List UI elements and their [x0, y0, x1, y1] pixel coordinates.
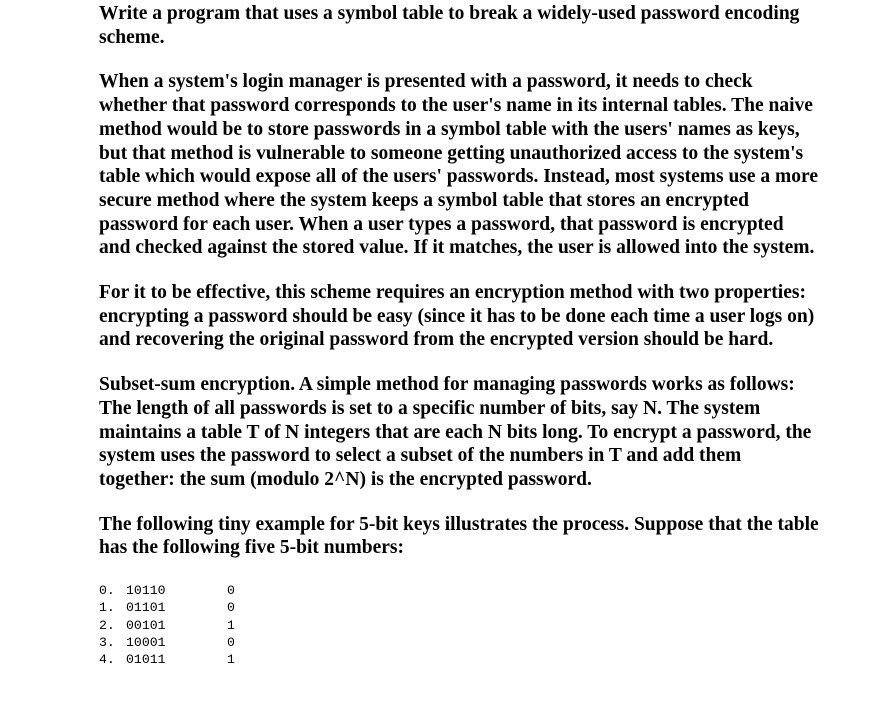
row-flag: 1: [227, 617, 235, 633]
table-row: [99, 582, 819, 599]
problem-statement: Write a program that uses a symbol table to break a widely-used password encoding scheme.: [99, 3, 800, 48]
row-index: 2.: [99, 617, 115, 633]
row-flag: 0: [227, 634, 235, 650]
row-flag: 1: [227, 652, 235, 668]
row-bits: 00101: [126, 617, 166, 633]
bit-table: [99, 582, 819, 668]
row-index: 0.: [99, 583, 115, 599]
row-bits: 10110: [126, 583, 166, 599]
row-index: 3.: [99, 634, 115, 650]
row-flag: 0: [227, 600, 235, 616]
paragraph-subset-sum: Subset-sum encryption. A simple method for managing passwords works as follows: The length of all passwords is set to a specific number of bits, say N. The system maintains a table T of N integers that are each N bits long. To encrypt a password, the system uses the password to select a subset of the numbers in T and add them together: the sum (modulo 2^N) is the encrypted password.: [99, 374, 812, 490]
table-row: [99, 651, 819, 668]
row-bits: 01101: [126, 600, 166, 616]
row-index: 4.: [99, 652, 115, 668]
row-flag: 0: [227, 583, 235, 599]
table-row: [99, 617, 819, 634]
paragraph-properties: For it to be effective, this scheme requires an encryption method with two properties: encrypting a password should be easy (since it has to be done each time a user logs on) and recovering the original password from the encrypted version should be hard.: [99, 282, 815, 351]
paragraph-intro: When a system's login manager is presented with a password, it needs to check whether that password corresponds to the user's name in its internal tables. The naive method would be to store passwords in a symbol table with the users' names as keys, but that method is vulnerable to someone getting unauthorized access to the system's table which would expose all of the users' passwords. Instead, most systems use a more secure method where the system keeps a symbol table that stores an encrypted password for each user. When a user types a password, that password is encrypted and checked against the stored value. If it matches, the user is allowed into the system.: [99, 71, 818, 259]
row-index: 1.: [99, 600, 115, 616]
row-bits: 01011: [126, 652, 166, 668]
document-body: [99, 0, 819, 669]
table-row: [99, 599, 819, 616]
table-row: [99, 634, 819, 651]
row-bits: 10001: [126, 634, 166, 650]
paragraph-example: The following tiny example for 5-bit keys illustrates the process. Suppose that the table has the following five 5-bit numbers:: [99, 513, 819, 559]
